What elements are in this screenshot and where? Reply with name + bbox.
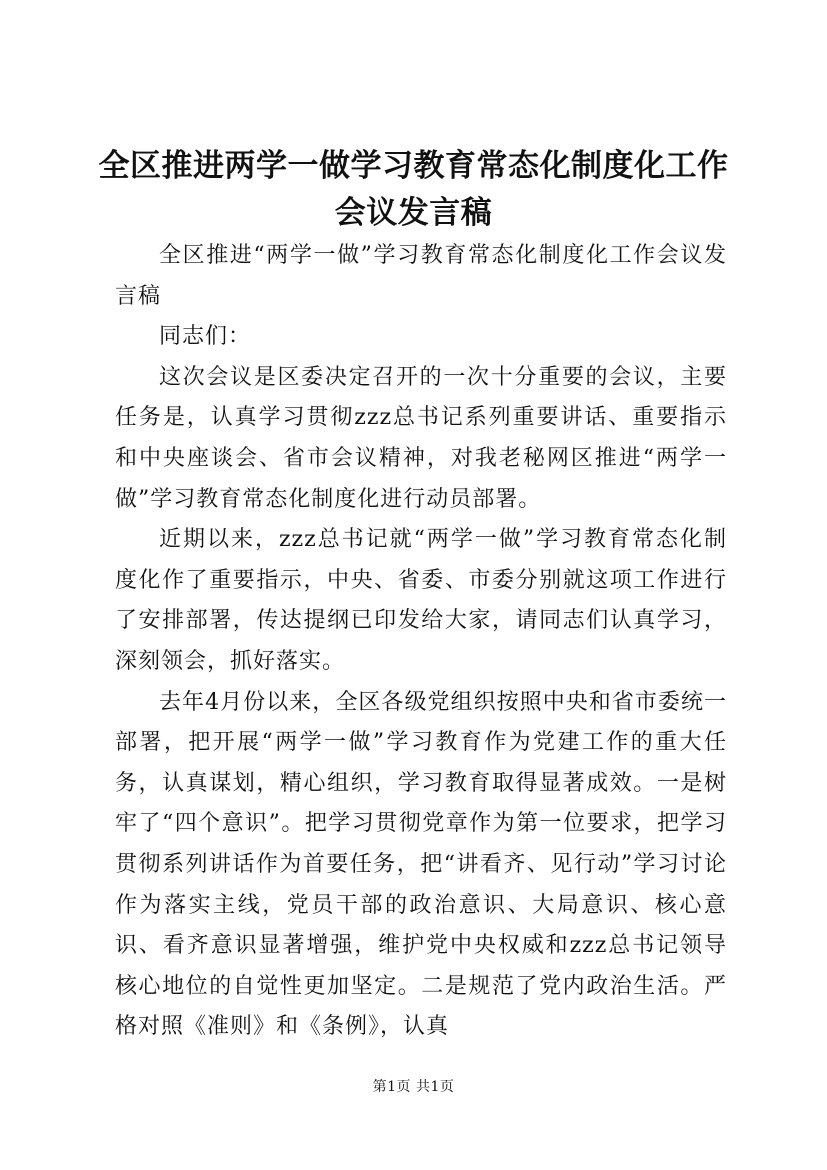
paragraph-subtitle: 全区推进“两学一做”学习教育常态化制度化工作会议发言稿 xyxy=(115,243,727,309)
paragraph-salutation: 同志们： xyxy=(159,324,252,350)
title-line-2: 会议发言稿 xyxy=(334,195,493,231)
paragraph-recent-instructions: 近期以来，zzz总书记就“两学一做”学习教育常态化制度化作了重要指示，中央、省委、市委分别就这项工作进行了安排部署，传达提纲已印发给大家，请同志们认真学习，深刻领会，抓好落实。 xyxy=(115,527,727,674)
document-body xyxy=(115,236,727,1048)
page-number-footer: 第1页 共1页 xyxy=(372,1079,455,1095)
title-line-1: 全区推进两学一做学习教育常态化制度化工作 xyxy=(98,148,729,184)
paragraph-achievements: 去年4月份以来，全区各级党组织按照中央和省市委统一部署，把开展“两学一做”学习教育作为党建工作的重大任务，认真谋划，精心组织，学习教育取得显著成效。一是树牢了“四个意识”。把学习贯彻党章作为第一位要求，把学习贯彻系列讲话作为首要任务，把“讲看齐、见行动”学习讨论作为落实主线，党员干部的政治意识、大局意识、核心意识、看齐意识显著增强，维护党中央权威和zzz总书记领导核心地位的自觉性更加坚定。二是规范了党内政治生活。严格对照《准则》和《条例》，认真 xyxy=(115,689,727,1040)
document-title xyxy=(80,143,747,237)
paragraph-meeting-purpose: 这次会议是区委决定召开的一次十分重要的会议，主要任务是，认真学习贯彻zzz总书记系列重要讲话、重要指示和中央座谈会、省市会议精神，对我老秘网区推进“两学一做”学习教育常态化制度化进行动员部署。 xyxy=(115,364,727,512)
